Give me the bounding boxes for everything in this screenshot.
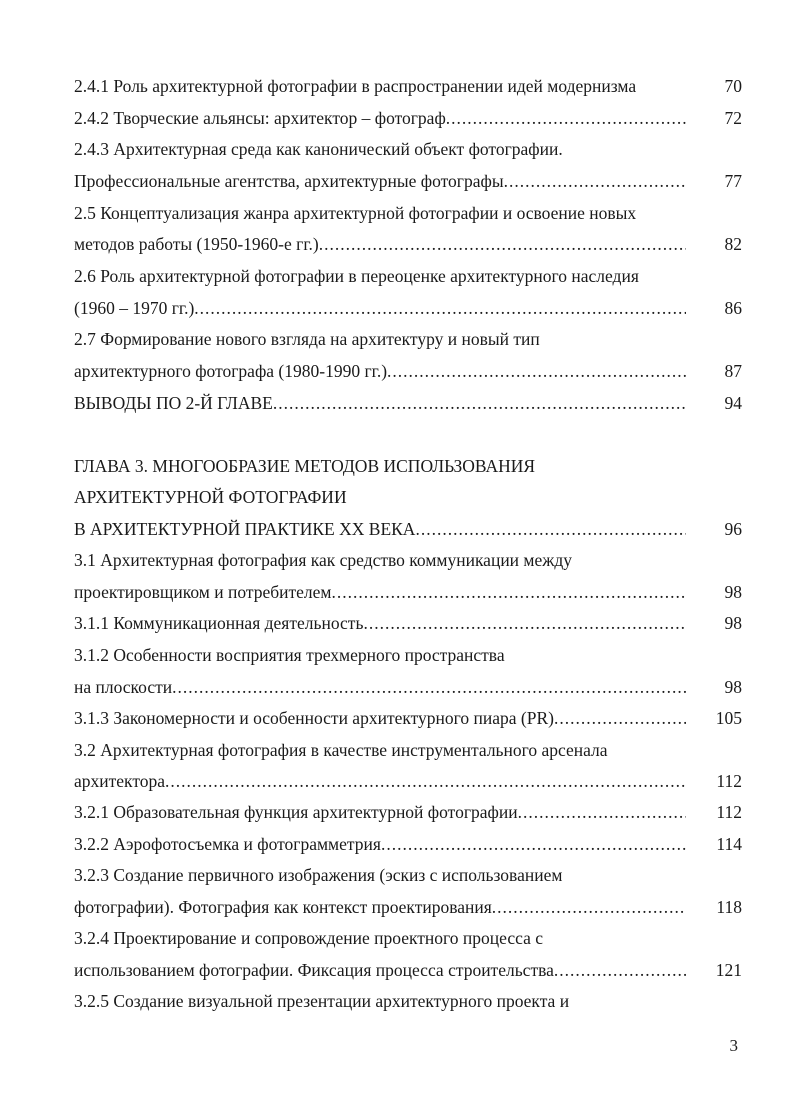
toc-line: [74, 202, 742, 224]
toc-page-number: 118: [716, 897, 742, 917]
toc-text: фотографии). Фотография как контекст проектирования: [74, 897, 492, 917]
toc-line: [74, 833, 742, 855]
toc-leader-dots: [273, 392, 686, 414]
toc-line: [74, 75, 742, 97]
toc-page-number: 112: [716, 802, 742, 822]
toc-page-number: 98: [724, 582, 742, 602]
toc-text: архитектурного фотографа (1980-1990 гг.): [74, 361, 388, 381]
toc-text: 2.7 Формирование нового взгляда на архитектуру и новый тип: [74, 329, 540, 349]
toc-text: использованием фотографии. Фиксация процесса строительства: [74, 960, 554, 980]
toc-leader-dots: [363, 612, 686, 634]
toc-text: методов работы (1950-1960-е гг.): [74, 234, 319, 254]
toc-leader-dots: [194, 297, 686, 319]
toc-leader-dots: [381, 833, 686, 855]
toc-line: [74, 801, 742, 823]
toc-page-number: 94: [724, 393, 742, 413]
toc-text: 3.1.3 Закономерности и особенности архитектурного пиара (PR): [74, 708, 554, 728]
toc-line: [74, 739, 742, 761]
toc-text: 3.2.1 Образовательная функция архитектурной фотографии: [74, 802, 518, 822]
toc-leader-dots: [554, 959, 686, 981]
toc-line: [74, 644, 742, 666]
toc-page-number: 82: [724, 234, 742, 254]
toc-text: 2.4.3 Архитектурная среда как канонический объект фотографии.: [74, 139, 563, 159]
toc-page-number: 70: [724, 76, 742, 96]
toc-text: на плоскости: [74, 677, 173, 697]
toc-line: [74, 170, 742, 192]
toc-text: 2.6 Роль архитектурной фотографии в переоценке архитектурного наследия: [74, 266, 639, 286]
toc-line: [74, 360, 742, 382]
toc-page-number: 98: [724, 613, 742, 633]
toc-text: 2.5 Концептуализация жанра архитектурной фотографии и освоение новых: [74, 203, 637, 223]
toc-text: АРХИТЕКТУРНОЙ ФОТОГРАФИИ: [74, 487, 347, 507]
toc-leader-dots: [554, 707, 686, 729]
toc-line: [74, 612, 742, 634]
toc-leader-dots: [504, 170, 686, 192]
toc-page-number: 77: [724, 171, 742, 191]
toc-text: Профессиональные агентства, архитектурные фотографы: [74, 171, 504, 191]
page-number: 3: [729, 1036, 738, 1055]
toc-page-number: 86: [724, 298, 742, 318]
toc-text: 3.2.2 Аэрофотосъемка и фотограмметрия: [74, 834, 381, 854]
toc-line: [74, 107, 742, 129]
toc-text: ВЫВОДЫ ПО 2-Й ГЛАВЕ: [74, 393, 273, 413]
toc-page-number: 112: [716, 771, 742, 791]
toc-text: 3.2.3 Создание первичного изображения (эскиз с использованием: [74, 865, 563, 885]
toc-line: [74, 328, 742, 350]
toc-line: [74, 549, 742, 571]
toc-line: [74, 265, 742, 287]
toc-line: [74, 486, 742, 508]
toc-line: [74, 927, 742, 949]
toc-text: 3.2.5 Создание визуальной презентации архитектурного проекта и: [74, 991, 570, 1011]
toc-leader-dots: [518, 801, 686, 823]
toc-text: 3.1.2 Особенности восприятия трехмерного пространства: [74, 645, 505, 665]
toc-line: [74, 138, 742, 160]
toc-line: [74, 770, 742, 792]
toc-line: [74, 864, 742, 886]
toc-leader-dots: [415, 518, 686, 540]
toc-page-number: 105: [715, 708, 742, 728]
toc-line: [74, 297, 742, 319]
toc-page-number: 121: [715, 960, 742, 980]
toc-leader-dots: [165, 770, 686, 792]
toc-leader-dots: [172, 676, 686, 698]
toc-line: [74, 959, 742, 981]
toc-line: [74, 392, 742, 414]
toc-text: 3.2 Архитектурная фотография в качестве инструментального арсенала: [74, 740, 608, 760]
toc-leader-dots: [319, 233, 686, 255]
toc-text: 3.2.4 Проектирование и сопровождение проектного процесса с: [74, 928, 544, 948]
toc-line: [74, 676, 742, 698]
toc-line: [74, 581, 742, 603]
toc-leader-dots: [492, 896, 686, 918]
toc-page-number: 72: [724, 108, 742, 128]
toc-text: (1960 – 1970 гг.): [74, 298, 195, 318]
toc-text: В АРХИТЕКТУРНОЙ ПРАКТИКЕ XX ВЕКА: [74, 519, 416, 539]
toc-text: 3.1.1 Коммуникационная деятельность: [74, 613, 364, 633]
toc-line: [74, 518, 742, 540]
toc-leader-dots: [387, 360, 686, 382]
toc-page-number: 96: [724, 519, 742, 539]
toc-text: 2.4.2 Творческие альянсы: архитектор – фотограф: [74, 108, 446, 128]
toc-line: [74, 896, 742, 918]
toc-line: [74, 455, 742, 477]
toc-leader-dots: [446, 107, 686, 129]
toc-page-number: 114: [716, 834, 742, 854]
toc-text: ГЛАВА 3. МНОГООБРАЗИЕ МЕТОДОВ ИСПОЛЬЗОВАНИЯ: [74, 456, 536, 476]
toc-text: 2.4.1 Роль архитектурной фотографии в распространении идей модернизма: [74, 76, 637, 96]
toc-text: 3.1 Архитектурная фотография как средство коммуникации между: [74, 550, 573, 570]
toc-line: [74, 990, 742, 1012]
toc-text: проектировщиком и потребителем: [74, 582, 332, 602]
toc-leader-dots: [331, 581, 686, 603]
toc-text: архитектора: [74, 771, 166, 791]
toc-line: [74, 233, 742, 255]
toc-line: [74, 707, 742, 729]
toc-page-number: 98: [724, 677, 742, 697]
toc-page-number: 87: [724, 361, 742, 381]
